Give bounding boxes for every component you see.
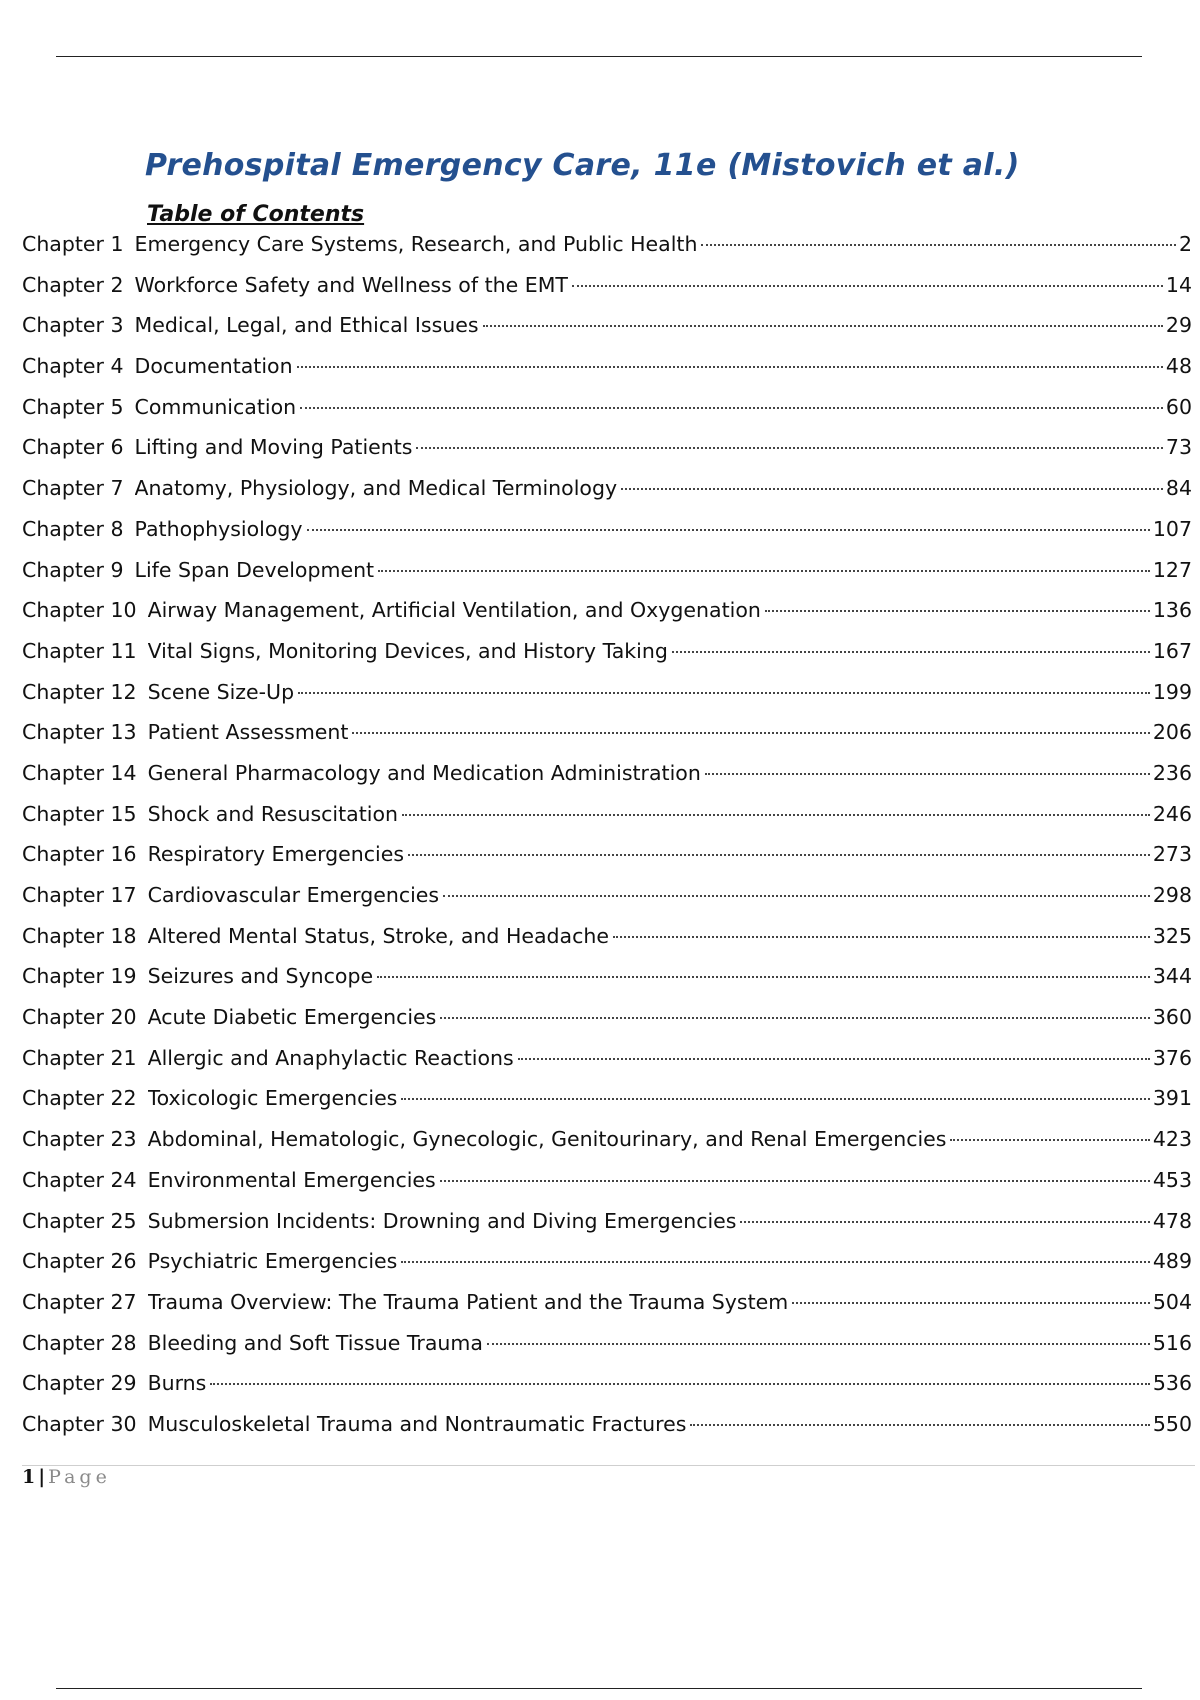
toc-entry[interactable] [22,1371,1192,1412]
dot-leader [483,325,1163,327]
toc-entry[interactable] [22,395,1192,436]
toc-entry[interactable] [22,232,1192,273]
dot-leader [307,529,1150,531]
toc-chapter-label: Chapter 14 [22,760,137,785]
toc-chapter-label: Chapter 19 [22,964,137,989]
dot-leader [740,1221,1149,1223]
toc-chapter-label: Chapter 24 [22,1167,137,1192]
dot-leader [705,773,1150,775]
toc-chapter-label: Chapter 18 [22,923,137,948]
toc-chapter-label: Chapter 11 [22,638,137,663]
toc-chapter-label: Chapter 6 [22,435,124,460]
toc-chapter-title: Environmental Emergencies [147,1167,436,1192]
toc-chapter-title: Allergic and Anaphylactic Reactions [147,1045,514,1070]
toc-chapter-label: Chapter 20 [22,1005,137,1030]
dot-leader [408,854,1150,856]
toc-page-number: 246 [1152,801,1192,826]
footer-page-label: Page [48,1466,111,1488]
dot-leader [672,651,1150,653]
toc-page-number: 453 [1152,1167,1192,1192]
toc-chapter-label: Chapter 1 [22,232,124,256]
toc-chapter-label: Chapter 27 [22,1289,137,1314]
toc-entry[interactable] [22,1005,1192,1046]
toc-entry[interactable] [22,598,1192,639]
dot-leader [621,488,1163,490]
toc-chapter-label: Chapter 22 [22,1086,137,1111]
toc-chapter-label: Chapter 29 [22,1371,137,1396]
toc-chapter-title: Trauma Overview: The Trauma Patient and the Trauma System [147,1289,789,1314]
dot-leader [950,1139,1149,1141]
toc-entry[interactable] [22,761,1192,802]
toc-entry[interactable] [22,1290,1192,1331]
toc-chapter-label: Chapter 16 [22,842,137,867]
toc-chapter-title: Psychiatric Emergencies [147,1249,398,1274]
toc-page-number: 236 [1152,760,1192,785]
toc-chapter-label: Chapter 17 [22,883,137,907]
toc-chapter-label: Chapter 4 [22,354,124,379]
bottom-rule [56,1688,1142,1689]
toc-page-number: 273 [1152,842,1192,867]
page-footer [22,1466,111,1488]
dot-leader [377,976,1150,978]
toc-entry[interactable] [22,1046,1192,1087]
toc-chapter-title: Airway Management, Artificial Ventilation, and Oxygenation [147,598,761,623]
toc-chapter-title: Abdominal, Hematologic, Gynecologic, Genitourinary, and Renal Emergencies [147,1127,947,1152]
toc-chapter-title: Burns [147,1371,207,1396]
toc-entry[interactable] [22,1412,1192,1453]
toc-heading: Table of Contents [147,202,365,227]
toc-entry[interactable] [22,924,1192,965]
toc-entry[interactable] [22,1249,1192,1290]
footer-rule [22,1465,1195,1466]
toc-page-number: 423 [1152,1127,1192,1152]
toc-entry[interactable] [22,354,1192,395]
toc-page-number: 325 [1152,923,1192,948]
dot-leader [402,814,1150,816]
toc-chapter-title: Acute Diabetic Emergencies [147,1005,437,1030]
dot-leader [378,570,1150,572]
toc-entry[interactable] [22,680,1192,721]
toc-chapter-title: Respiratory Emergencies [147,842,405,867]
toc-entry[interactable] [22,273,1192,314]
toc-entry[interactable] [22,517,1192,558]
toc-page-number: 29 [1165,313,1192,338]
dot-leader [298,692,1150,694]
toc-chapter-label: Chapter 13 [22,720,137,745]
toc-page-number: 2 [1178,232,1192,256]
toc-entry[interactable] [22,1127,1192,1168]
toc-chapter-title: Life Span Development [134,557,375,582]
toc-entry[interactable] [22,639,1192,680]
toc-entry[interactable] [22,435,1192,476]
toc-chapter-label: Chapter 5 [22,394,124,419]
toc-chapter-title: Communication [134,394,297,419]
toc-page-number: 504 [1152,1289,1192,1314]
toc-chapter-title: Lifting and Moving Patients [134,435,413,460]
dot-leader [792,1302,1150,1304]
toc-entry[interactable] [22,476,1192,517]
toc-page-number: 107 [1152,516,1192,541]
toc-chapter-title: Patient Assessment [147,720,349,745]
toc-page-number: 14 [1165,272,1192,297]
toc-chapter-title: Medical, Legal, and Ethical Issues [134,313,479,338]
dot-leader [210,1383,1149,1385]
toc-page-number: 478 [1152,1208,1192,1233]
toc-chapter-title: General Pharmacology and Medication Administration [147,760,701,785]
toc-page-number: 489 [1152,1249,1192,1274]
toc-entry[interactable] [22,720,1192,761]
toc-page-number: 136 [1152,598,1192,623]
toc-entry[interactable] [22,1168,1192,1209]
toc-chapter-title: Submersion Incidents: Drowning and Diving Emergencies [147,1208,737,1233]
toc-chapter-label: Chapter 8 [22,516,124,541]
dot-leader [518,1058,1150,1060]
dot-leader [352,732,1149,734]
toc-chapter-title: Scene Size-Up [147,679,295,704]
toc-chapter-title: Documentation [134,354,293,379]
toc-chapter-label: Chapter 9 [22,557,124,582]
footer-page-number: 1 [22,1466,36,1488]
dot-leader [765,610,1150,612]
toc-chapter-title: Anatomy, Physiology, and Medical Terminology [134,476,618,501]
dot-leader [613,936,1150,938]
toc-page-number: 167 [1152,638,1192,663]
toc-chapter-label: Chapter 12 [22,679,137,704]
toc-page-number: 376 [1152,1045,1192,1070]
dot-leader [690,1424,1149,1426]
toc-entry[interactable] [22,1209,1192,1250]
toc-page-number: 84 [1165,476,1192,501]
toc-page-number: 391 [1152,1086,1192,1111]
toc-chapter-title: Shock and Resuscitation [147,801,398,826]
dot-leader [297,366,1163,368]
dot-leader [701,244,1175,246]
toc-chapter-label: Chapter 25 [22,1208,137,1233]
toc-chapter-title: Musculoskeletal Trauma and Nontraumatic Fractures [147,1411,687,1436]
toc-page-number: 344 [1152,964,1192,989]
toc-entry[interactable] [22,802,1192,843]
toc-chapter-title: Workforce Safety and Wellness of the EMT [134,272,568,297]
toc-chapter-title: Toxicologic Emergencies [147,1086,398,1111]
footer-separator: | [38,1466,46,1488]
toc-chapter-title: Vital Signs, Monitoring Devices, and History Taking [147,638,668,663]
toc-entry[interactable] [22,842,1192,883]
toc-page-number: 199 [1152,679,1192,704]
toc-page-number: 516 [1152,1330,1192,1355]
dot-leader [416,447,1162,449]
toc-chapter-title: Pathophysiology [134,516,303,541]
toc-entry[interactable] [22,313,1192,354]
toc-entry[interactable] [22,883,1192,924]
toc-chapter-label: Chapter 26 [22,1249,137,1274]
document-title: Prehospital Emergency Care, 11e (Mistovich et al.) [145,148,1020,183]
dot-leader [487,1343,1150,1345]
toc-chapter-title: Altered Mental Status, Stroke, and Headache [147,923,609,948]
toc-chapter-label: Chapter 21 [22,1045,137,1070]
toc-page-number: 206 [1152,720,1192,745]
toc-entry[interactable] [22,1086,1192,1127]
toc-chapter-label: Chapter 7 [22,476,124,501]
toc-page-number: 127 [1152,557,1192,582]
toc-chapter-title: Seizures and Syncope [147,964,374,989]
toc-chapter-label: Chapter 15 [22,801,137,826]
dot-leader [401,1098,1149,1100]
toc-chapter-title: Bleeding and Soft Tissue Trauma [147,1330,483,1355]
dot-leader [440,1180,1150,1182]
table-of-contents [22,232,1192,1453]
header-rule [56,56,1142,57]
toc-chapter-title: Emergency Care Systems, Research, and Public Health [134,232,698,256]
toc-entry[interactable] [22,558,1192,599]
toc-page-number: 48 [1165,354,1192,379]
toc-page-number: 73 [1165,435,1192,460]
dot-leader [300,407,1163,409]
toc-chapter-title: Cardiovascular Emergencies [147,883,440,907]
toc-entry[interactable] [22,964,1192,1005]
toc-page-number: 60 [1165,394,1192,419]
toc-page-number: 536 [1152,1371,1192,1396]
dot-leader [572,285,1163,287]
toc-chapter-label: Chapter 28 [22,1330,137,1355]
toc-page-number: 360 [1152,1005,1192,1030]
dot-leader [440,1017,1150,1019]
dot-leader [401,1261,1150,1263]
toc-chapter-label: Chapter 23 [22,1127,137,1152]
toc-chapter-label: Chapter 30 [22,1411,137,1436]
toc-chapter-label: Chapter 2 [22,272,124,297]
toc-chapter-label: Chapter 3 [22,313,124,338]
toc-chapter-label: Chapter 10 [22,598,137,623]
toc-entry[interactable] [22,1331,1192,1372]
dot-leader [443,895,1150,897]
toc-page-number: 550 [1152,1411,1192,1436]
toc-page-number: 298 [1152,883,1192,907]
